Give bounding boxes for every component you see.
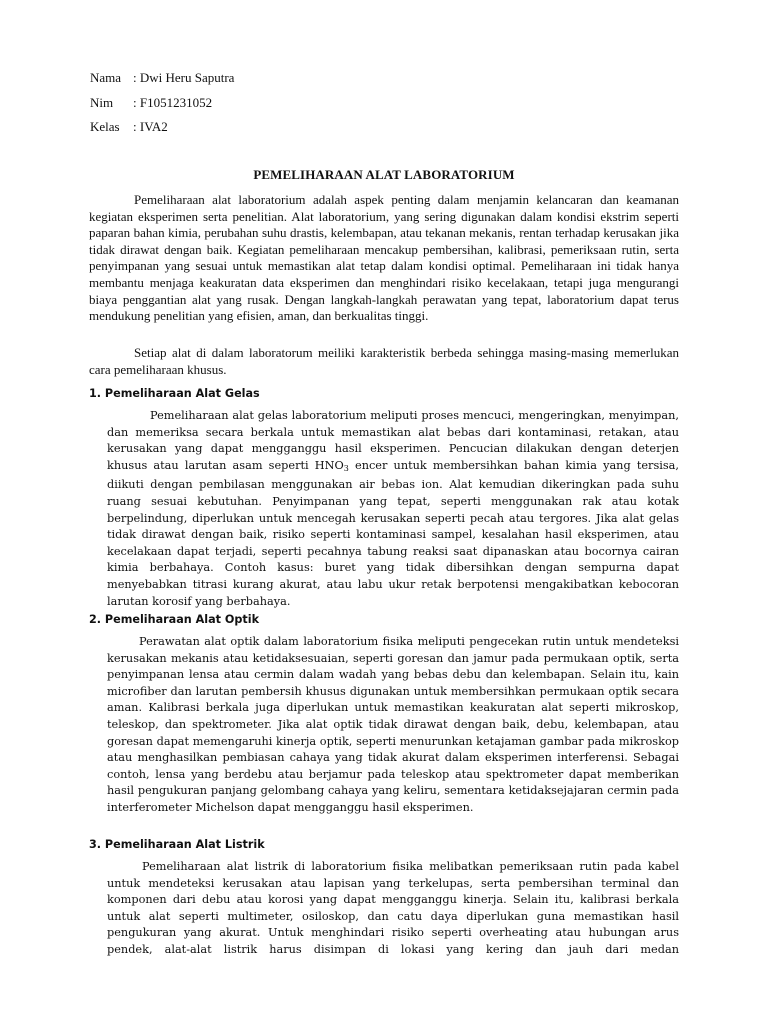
section-heading-optics: 2. Pemeliharaan Alat Optik [89,613,260,626]
name-row [90,68,234,93]
section-text-optics: Perawatan alat optik dalam laboratorium fisika meliputi pengecekan rutin untuk mendeteksi kerusakan mekanis atau ketidaksesuaian, seperti goresan dan jamur pada permukaan optik, serta penyimpanan lensa atau cermin dalam wadah yang bebas debu dan kelembapan. Selain itu, kain microfiber dan larutan pembersih khusus digunakan untuk membersihkan permukaan optik secara aman. Kalibrasi berkala juga diperlukan untuk memastikan keakuratan alat seperti mikroskop, teleskop, dan spektrometer. Jika alat optik tidak dirawat dengan baik, debu, kelembapan, atau goresan dapat memengaruhi kinerja optik, seperti menurunkan ketajaman gambar pada mikroskop atau menghasilkan pembiasan cahaya yang tidak akurat dalam eksperimen interferensi. Sebagai contoh, lensa yang berdebu atau berjamur pada teleskop atau spektrometer dapat memberikan hasil pengukuran panjang gelombang cahaya yang keliru, sementara ketidaksejajaran cermin pada interferometer Michelson dapat mengganggu hasil eksperimen. [107,635,679,814]
name-value: : Dwi Heru Saputra [133,70,235,85]
nim-row [90,93,234,118]
document-title: PEMELIHARAAN ALAT LABORATORIUM [253,167,515,182]
class-value: : IVA2 [133,119,168,134]
nim-label: Nim [90,94,114,110]
name-label: Nama [90,70,122,85]
class-label: Kelas [90,119,120,134]
nim-value: : F1051231052 [133,94,213,110]
student-info [90,68,234,142]
class-row [90,117,234,142]
intro-paragraph-2: Setiap alat di dalam laboratorum meiliki karakteristik berbeda sehingga masing-masing memerlukan cara pemeliharaan khusus. [89,345,679,377]
section-heading-electrical: 3. Pemeliharaan Alat Listrik [89,838,265,851]
section-text-electrical: Pemeliharaan alat listrik di laboratorium fisika melibatkan pemeriksaan rutin pada kabel untuk mendeteksi kerusakan atau lapisan yang terkelupas, serta pembersihan terminal dan komponen dari debu atau korosi yang dapat mengganggu kinerja. Selain itu, kalibrasi berkala untuk alat seperti multimeter, osiloskop, dan catu daya diperlukan guna memastikan hasil pengukuran yang akurat. Untuk menghindari risiko seperti overheating atau hubungan arus pendek, alat-alat listrik harus disimpan di lokasi yang kering dan jauh dari medan [107,860,679,956]
glassware-text-part-1: Pemeliharaan alat gelas laboratorium meliputi proses mencuci, mengeringkan, menyimpan, dan memeriksa secara berkala untuk memastikan alat bebas dari kontaminasi, retakan, atau kerusakan yang dapat mengganggu hasil eksperimen. Pencucian dilakukan dengan deterjen khusus atau larutan asam seperti HNO [107,409,679,472]
intro-paragraph: Pemeliharaan alat laboratorium adalah aspek penting dalam menjamin kelancaran dan keamanan kegiatan eksperimen serta penelitian. Alat laboratorium, yang sering digunakan dalam kondisi ekstrim seperti paparan bahan kimia, perubahan suhu drastis, kelembapan, atau tekanan mekanis, rentan terhadap kerusakan jika tidak dirawat dengan baik. Kegiatan pemeliharaan mencakup pembersihan, kalibrasi, pemeriksaan rutin, serta penyimpanan yang sesuai untuk memastikan alat tetap dalam kondisi optimal. Pemeliharaan ini tidak hanya membantu menjaga keakuratan data eksperimen dan menghindari risiko kecelakaan, tetapi juga mengurangi biaya penggantian alat yang rusak. Dengan langkah-langkah perawatan yang tepat, laboratorium dapat terus mendukung penelitian yang efisien, aman, dan berkualitas tinggi. [89,192,679,324]
section-text-glassware [107,408,679,610]
glassware-text-part-2: encer untuk membersihkan bahan kimia yang tersisa, diikuti dengan pembilasan menggunakan air bebas ion. Alat kemudian dikeringkan pada suhu ruang sesuai kebutuhan. Penyimpanan yang tepat, seperti menggunakan rak atau kotak berpelindung, diperlukan untuk mencegah kerusakan seperti pecah atau tergores. Jika alat gelas tidak dirawat dengan baik, risiko seperti kontaminasi sampel, kesalahan hasil eksperimen, atau kecelakaan dapat terjadi, seperti pecahnya tabung reaksi saat dipanaskan atau bocornya cairan kimia berbahaya. Contoh kasus: buret yang tidak dibersihkan dengan sempurna dapat menyebabkan titrasi kurang akurat, atau labu ukur retak berpotensi mengakibatkan kebocoran larutan korosif yang berbahaya. [107,458,679,608]
section-heading-glassware: 1. Pemeliharaan Alat Gelas [89,387,260,400]
chemical-subscript: 3 [343,463,349,473]
